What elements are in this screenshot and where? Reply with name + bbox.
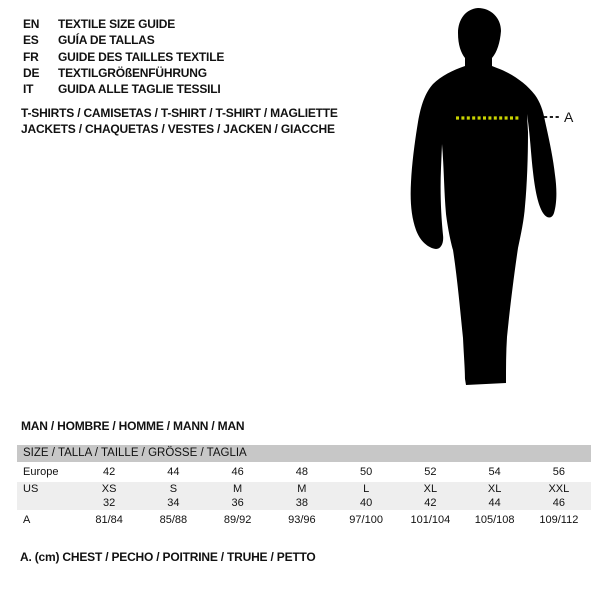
language-code: ES [23, 33, 39, 48]
measure-label-a: A [564, 109, 574, 125]
language-row [23, 81, 224, 97]
language-row [23, 16, 224, 32]
table-cell: S [169, 483, 178, 495]
table-cell: 97/100 [349, 513, 383, 526]
table-cell: 42 [103, 466, 116, 478]
table-row-chest-cm [17, 510, 591, 529]
table-cell: M [297, 483, 307, 495]
language-list [23, 16, 224, 97]
man-silhouette [411, 8, 557, 385]
category-line: JACKETS / CHAQUETAS / VESTES / JACKEN / GIACCHE [21, 121, 335, 136]
table-cell: L [363, 483, 370, 495]
table-cell: 38 [295, 497, 308, 509]
table-cell: 44 [167, 466, 180, 478]
language-label: TEXTILE SIZE GUIDE [58, 17, 176, 31]
language-code: IT [23, 82, 34, 97]
table-cell: 101/104 [410, 513, 451, 526]
table-cell: 44 [488, 497, 501, 509]
table-cell: 36 [231, 497, 244, 509]
man-silhouette-figure [400, 0, 600, 400]
us-size-band [17, 482, 591, 510]
table-cell: XL [423, 483, 438, 495]
table-cell: 46 [552, 497, 565, 509]
table-cell: M [233, 483, 243, 495]
table-cell: 46 [231, 466, 244, 478]
size-table [17, 445, 591, 529]
language-label: GUIDA ALLE TAGLIE TESSILI [58, 82, 221, 97]
table-header: SIZE / TALLA / TAILLE / GRÖSSE / TAGLIA [17, 445, 591, 462]
table-row-europe [17, 462, 591, 482]
table-row-us-letters [17, 482, 591, 496]
section-title: MAN / HOMBRE / HOMME / MANN / MAN [21, 419, 245, 433]
table-cell: 52 [424, 466, 437, 478]
row-label: A [23, 513, 31, 526]
table-cell: 105/108 [474, 513, 515, 526]
table-cell: XS [101, 483, 117, 495]
language-row [23, 49, 224, 65]
table-cell: XXL [548, 483, 570, 495]
language-label: GUÍA DE TALLAS [58, 33, 155, 48]
category-line: T-SHIRTS / CAMISETAS / T-SHIRT / T-SHIRT / MAGLIETTE [21, 106, 338, 120]
table-cell: 40 [360, 497, 373, 509]
row-label: US [23, 483, 39, 495]
language-label: TEXTILGRÖßENFÜHRUNG [58, 65, 207, 80]
table-cell: 50 [360, 466, 373, 478]
language-code: EN [23, 17, 40, 31]
table-cell: 42 [424, 497, 437, 509]
language-code: DE [23, 65, 40, 80]
language-row [23, 32, 224, 48]
language-row [23, 65, 224, 81]
table-cell: 34 [167, 497, 180, 509]
table-cell: XL [487, 483, 502, 495]
table-cell: 56 [552, 466, 565, 478]
table-cell: 109/112 [539, 513, 579, 526]
measurement-footnote: A. (cm) CHEST / PECHO / POITRINE / TRUHE / PETTO [20, 550, 316, 564]
table-cell: 89/92 [223, 513, 252, 526]
table-cell: 85/88 [159, 513, 188, 526]
table-row-us-numbers [17, 496, 591, 510]
language-code: FR [23, 49, 39, 64]
table-cell: 81/84 [95, 513, 123, 526]
row-label: Europe [23, 466, 59, 478]
language-label: GUIDE DES TAILLES TEXTILE [58, 49, 225, 64]
table-cell: 48 [295, 466, 308, 478]
category-list [21, 106, 338, 137]
table-cell: 93/96 [288, 513, 316, 526]
table-cell: 54 [488, 466, 501, 478]
table-cell: 32 [103, 497, 116, 509]
